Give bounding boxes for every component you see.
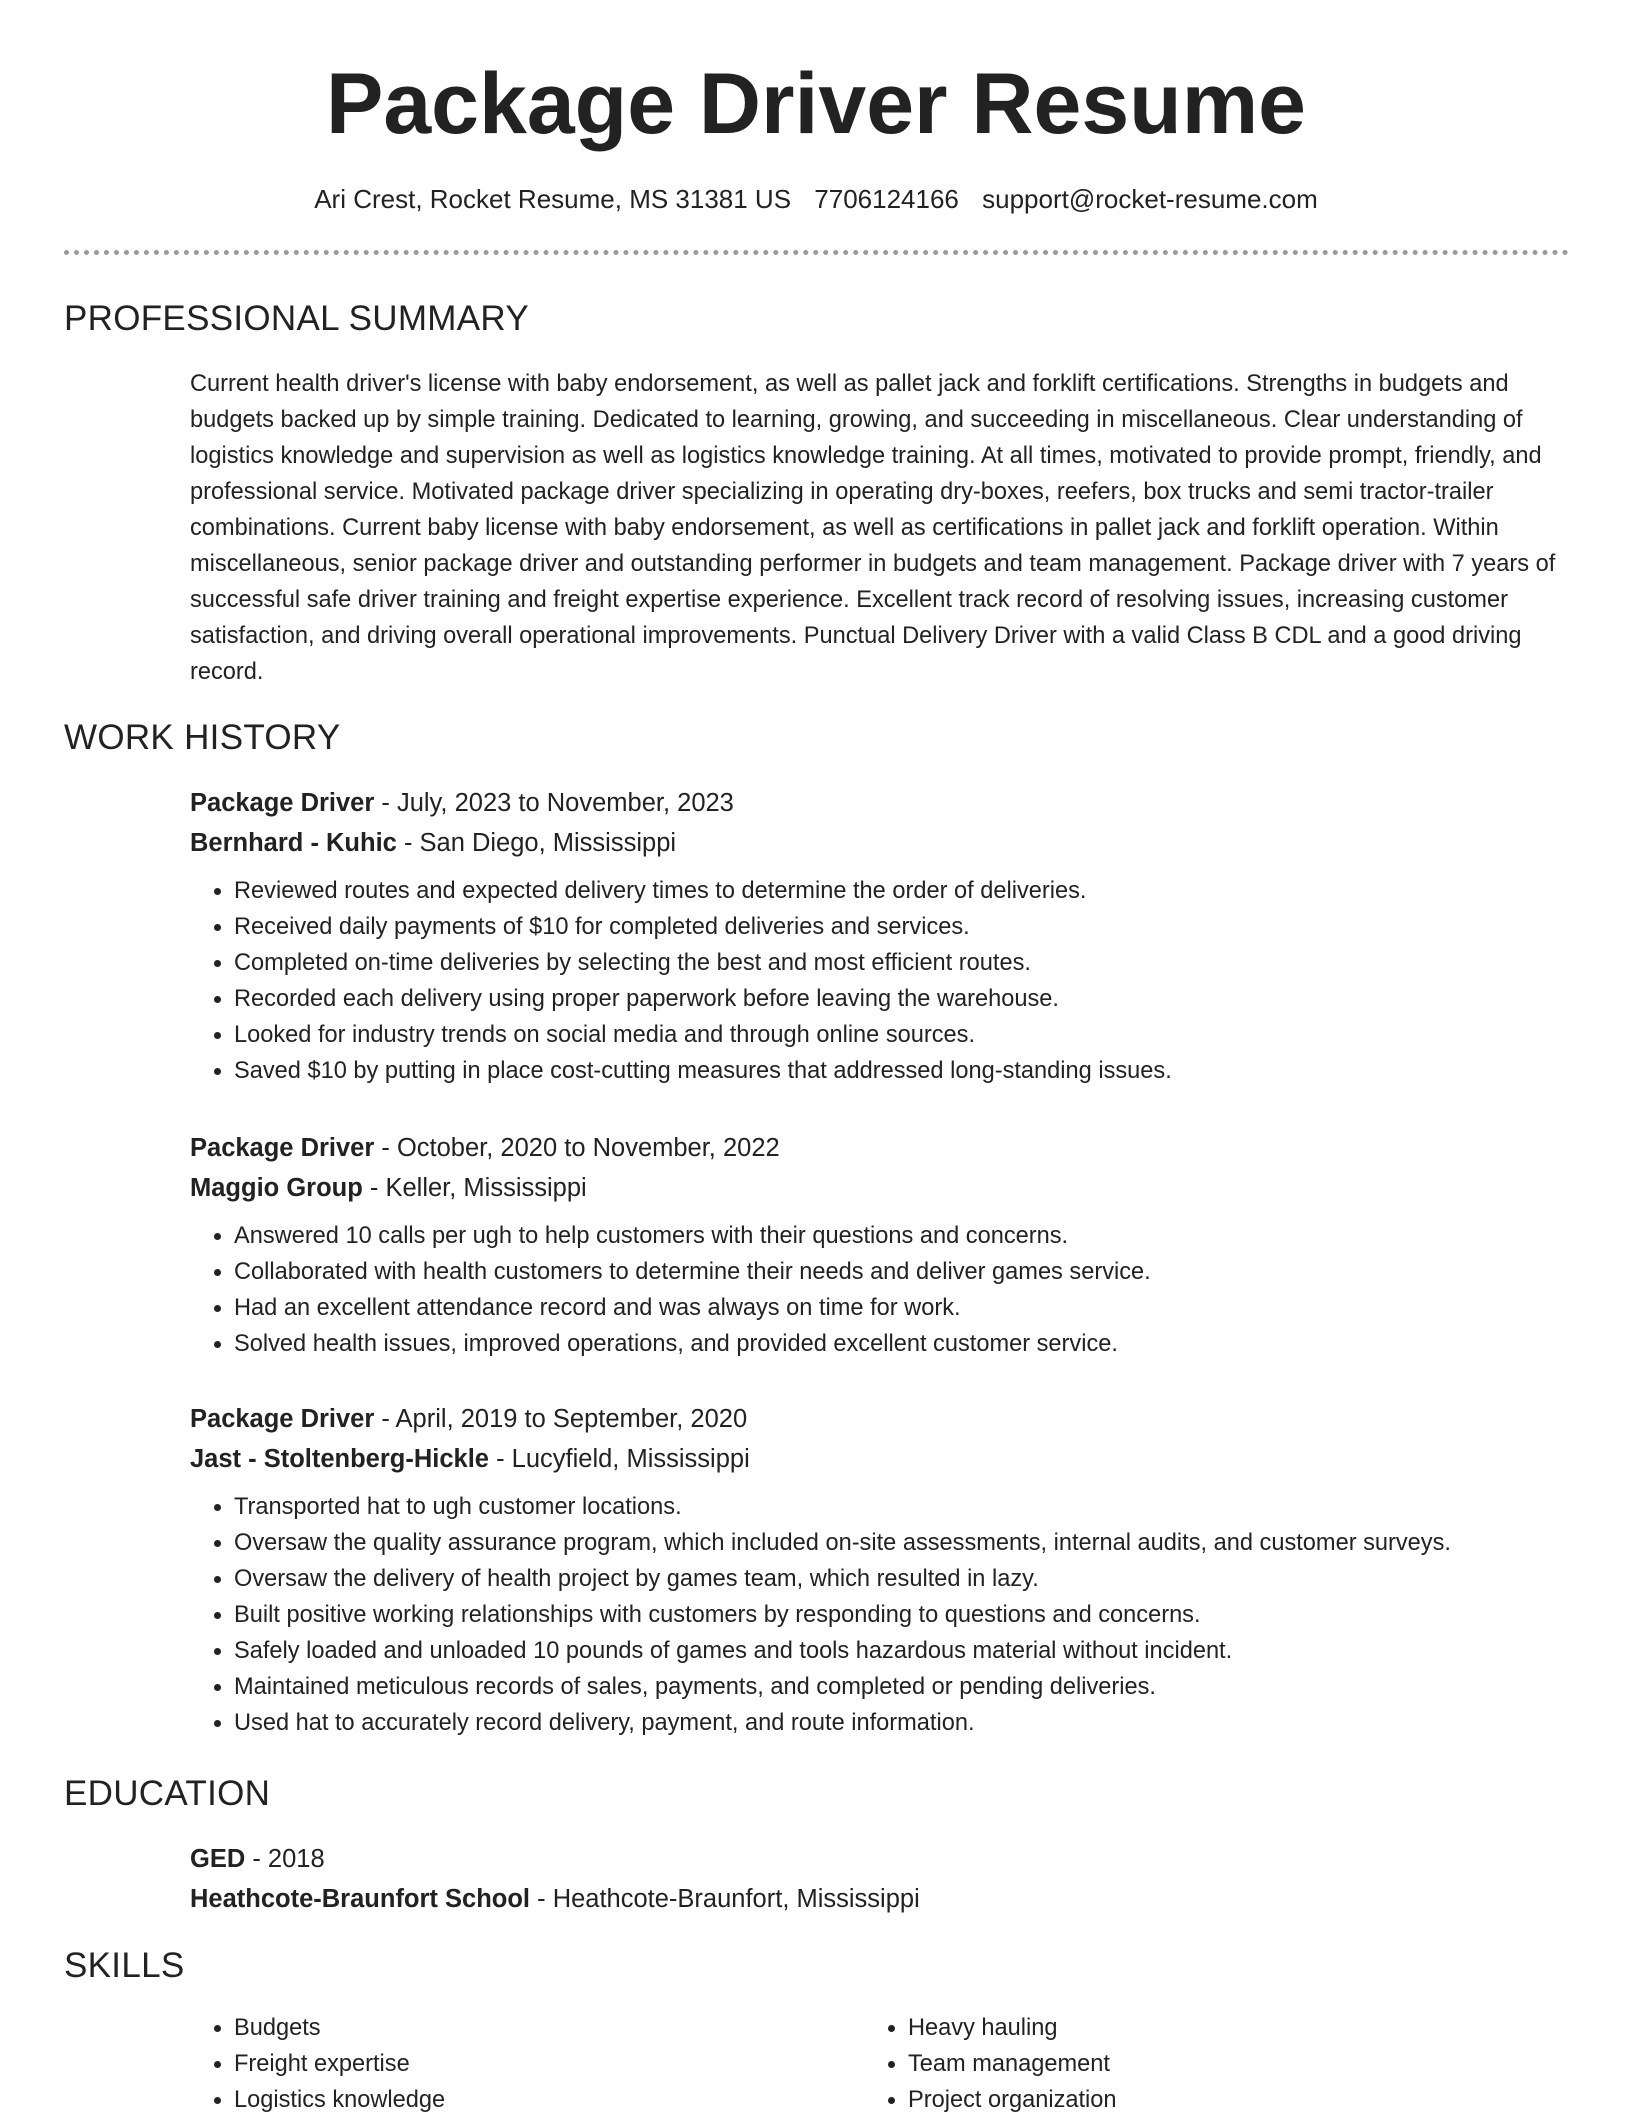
header-divider	[64, 250, 1569, 255]
job-entry	[190, 783, 1580, 1089]
school-location: - Heathcote-Braunfort, Mississippi	[530, 1885, 920, 1913]
job-duties-list	[190, 873, 1580, 1089]
list-item: • Built positive working relationships with customers by responding to questions and concerns.	[234, 1597, 1580, 1633]
list-item: • Had an excellent attendance record and was always on time for work.	[234, 1290, 1580, 1326]
list-item: • Safely loaded and unloaded 10 pounds of games and tools hazardous material without incident.	[234, 1633, 1580, 1669]
job-duties-list	[190, 1218, 1580, 1362]
list-item: • Solved health issues, improved operations, and provided excellent customer service.	[234, 1326, 1580, 1362]
job-company: Jast - Stoltenberg-Hickle	[190, 1445, 489, 1473]
list-item: • Heavy hauling	[908, 2010, 1538, 2046]
job-entry	[190, 1128, 1580, 1362]
job-location: - Keller, Mississippi	[362, 1174, 587, 1202]
job-company-line	[190, 1439, 1580, 1479]
list-item: • Answered 10 calls per ugh to help customers with their questions and concerns.	[234, 1218, 1580, 1254]
list-item: • Oversaw the delivery of health project by games team, which resulted in lazy.	[234, 1561, 1580, 1597]
summary-text: Current health driver's license with baby endorsement, as well as pallet jack and forklift certifications. Strengths in budgets and budgets backed up by simple training. Dedicated to learning, growing, and succeeding in miscellaneous. Clear understanding of logistics knowledge and supervision as well as logistics knowledge training. At all times, motivated to provide prompt, friendly, and professional service. Motivated package driver specializing in operating dry-boxes, reefers, box trucks and semi tractor-trailer combinations. Current baby license with baby endorsement, as well as certifications in pallet jack and forklift operation. Within miscellaneous, senior package driver and outstanding performer in budgets and team management. Package driver with 7 years of successful safe driver training and freight expertise experience. Excellent track record of resolving issues, increasing customer satisfaction, and driving overall operational improvements. Punctual Delivery Driver with a valid Class B CDL and a good driving record.	[190, 371, 1556, 685]
degree: GED	[190, 1845, 246, 1873]
list-item: • Logistics knowledge	[234, 2082, 864, 2118]
job-dates: - October, 2020 to November, 2022	[374, 1134, 780, 1162]
job-company-line	[190, 823, 1580, 863]
list-item: • Received daily payments of $10 for completed deliveries and services.	[234, 909, 1580, 945]
school-line	[190, 1879, 1580, 1919]
skills-heading: SKILLS	[64, 1946, 185, 1985]
list-item: • Used hat to accurately record delivery, payment, and route information.	[234, 1705, 1580, 1741]
list-item: • Oversaw the quality assurance program, which included on-site assessments, internal audits, and customer surveys.	[234, 1525, 1580, 1561]
degree-year: - 2018	[245, 1845, 325, 1873]
job-title: Package Driver	[190, 1134, 375, 1162]
job-title-line	[190, 1128, 1580, 1168]
skills-list	[190, 2010, 1580, 2118]
job-dates: - July, 2023 to November, 2023	[374, 789, 734, 817]
degree-line	[190, 1839, 1580, 1879]
job-title-line	[190, 1399, 1580, 1439]
education-heading: EDUCATION	[64, 1774, 271, 1813]
job-duties-list	[190, 1489, 1580, 1741]
summary-heading: PROFESSIONAL SUMMARY	[64, 299, 529, 338]
list-item: • Looked for industry trends on social media and through online sources.	[234, 1017, 1580, 1053]
job-location: - San Diego, Mississippi	[396, 829, 677, 857]
resume-title: Package Driver Resume	[325, 56, 1306, 152]
job-dates: - April, 2019 to September, 2020	[374, 1405, 748, 1433]
list-item: • Completed on-time deliveries by selecting the best and most efficient routes.	[234, 945, 1580, 981]
list-item: • Maintained meticulous records of sales, payments, and completed or pending deliveries.	[234, 1669, 1580, 1705]
contact-line	[0, 182, 1632, 216]
list-item: • Collaborated with health customers to determine their needs and deliver games service.	[234, 1254, 1580, 1290]
contact-phone: 7706124166	[814, 184, 959, 214]
list-item: • Saved $10 by putting in place cost-cutting measures that addressed long-standing issues.	[234, 1053, 1580, 1089]
skills-column-right	[864, 2010, 1538, 2118]
job-title-line	[190, 783, 1580, 823]
job-title: Package Driver	[190, 789, 375, 817]
list-item: • Reviewed routes and expected delivery times to determine the order of deliveries.	[234, 873, 1580, 909]
list-item: • Recorded each delivery using proper paperwork before leaving the warehouse.	[234, 981, 1580, 1017]
list-item: • Transported hat to ugh customer locations.	[234, 1489, 1580, 1525]
job-company: Bernhard - Kuhic	[190, 829, 397, 857]
work-history-heading: WORK HISTORY	[64, 718, 341, 757]
list-item: • Project organization	[908, 2082, 1538, 2118]
job-company: Maggio Group	[190, 1174, 363, 1202]
contact-address: Ari Crest, Rocket Resume, MS 31381 US	[314, 184, 792, 214]
education-entry	[190, 1839, 1580, 1919]
list-item: • Freight expertise	[234, 2046, 864, 2082]
skills-column-left	[190, 2010, 864, 2118]
contact-email: support@rocket-resume.com	[982, 184, 1318, 214]
job-company-line	[190, 1168, 1580, 1208]
list-item: • Budgets	[234, 2010, 864, 2046]
school-name: Heathcote-Braunfort School	[190, 1885, 531, 1913]
job-title: Package Driver	[190, 1405, 375, 1433]
job-entry	[190, 1399, 1580, 1741]
list-item: • Team management	[908, 2046, 1538, 2082]
job-location: - Lucyfield, Mississippi	[489, 1445, 750, 1473]
